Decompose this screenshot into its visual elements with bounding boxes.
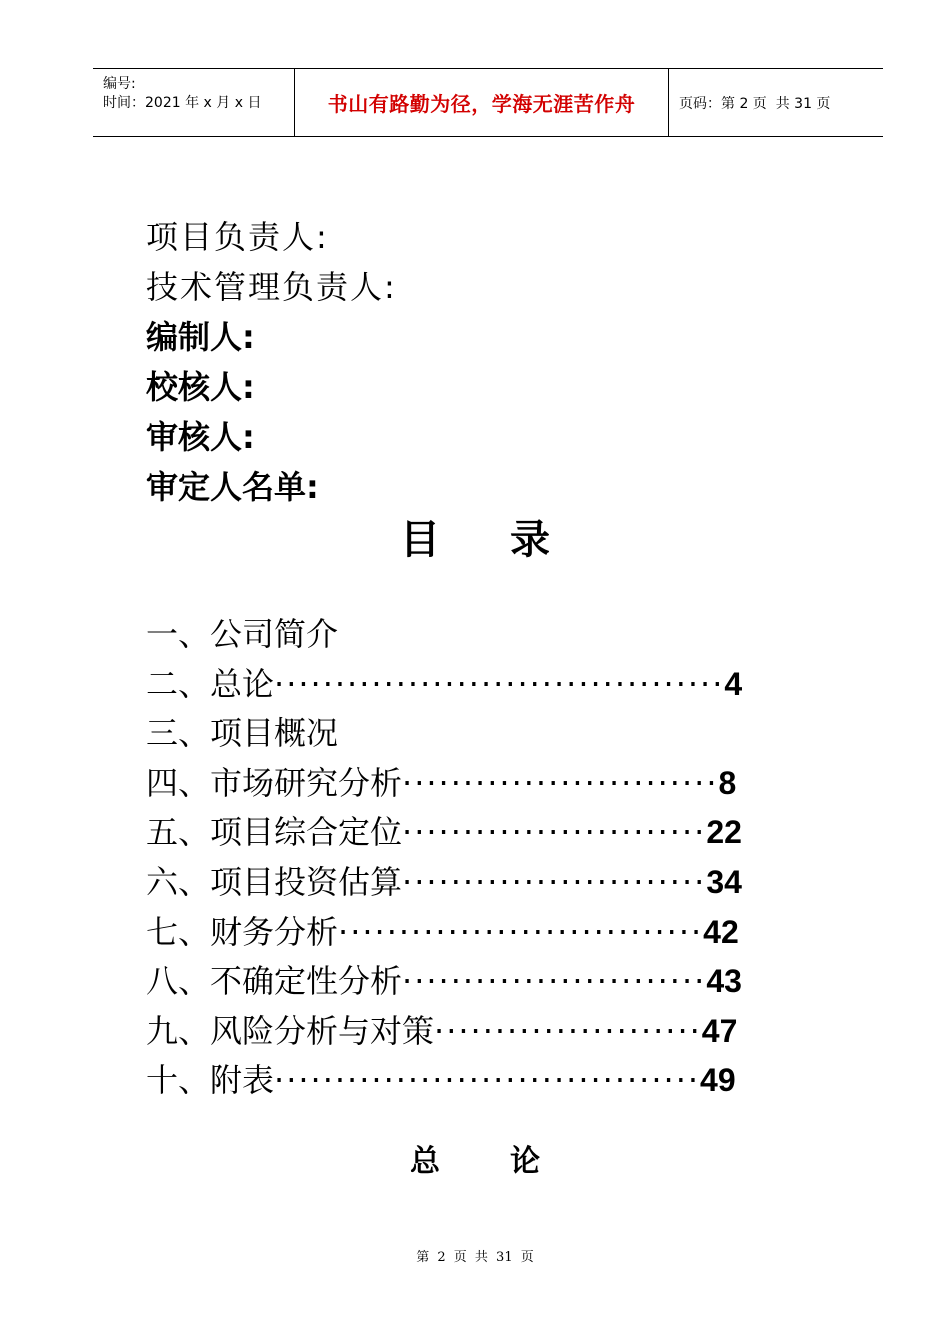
header-page-cell [669,69,883,136]
responsible-people-list [146,212,397,512]
toc-entry-label: 二、总论 [146,664,275,703]
toc-leader-dots: ·························· [402,763,719,802]
toc-entry-page: 8 [718,764,737,801]
toc-entry-label: 五、项目综合定位 [146,813,403,852]
toc-entry-label: 三、项目概况 [146,714,339,753]
page-header [93,68,883,137]
toc-entry-page: 22 [706,814,742,851]
approver-list-label: 审定人名单: [146,468,319,506]
toc-entry [146,1056,766,1106]
toc-entry-page: 43 [706,963,742,1000]
toc-entry-label: 七、财务分析 [146,912,339,951]
toc-entry [146,808,766,858]
toc-leader-dots: ······················ [434,1011,702,1050]
header-slogan-cell [294,69,669,136]
toc-entry-label: 十、附表 [146,1061,275,1100]
toc-entry [146,709,766,759]
toc-entry-label: 八、不确定性分析 [146,962,403,1001]
checker-label: 校核人: [146,368,255,406]
toc-leader-dots: ························· [402,862,707,901]
toc-entry [146,1007,766,1057]
table-of-contents [146,610,766,1106]
toc-entry [146,759,766,809]
toc-entry-page: 49 [700,1062,736,1099]
document-number-label: 编号: [103,76,136,92]
compiler-label: 编制人: [146,318,255,356]
toc-entry-label: 四、市场研究分析 [146,763,403,802]
header-slogan: 书山有路勤为径，学海无涯苦作舟 [327,92,636,116]
toc-entry-label: 六、项目投资估算 [146,862,403,901]
toc-entry [146,610,766,660]
toc-leader-dots: ······························ [338,912,704,951]
toc-leader-dots: ························· [402,962,707,1001]
reviewer-label: 审核人: [146,418,255,456]
toc-entry-page: 4 [724,665,743,702]
toc-entry-label: 一、公司简介 [146,615,339,653]
toc-entry [146,858,766,908]
toc-entry-page: 34 [706,863,742,900]
toc-entry [146,660,766,710]
toc-entry [146,957,766,1007]
toc-entry-page: 42 [703,913,739,950]
header-page-code: 页码：第 2 页 共 31 页 [679,95,831,112]
section-title: 总论 [410,1144,610,1179]
toc-title: 目录 [400,517,620,563]
toc-leader-dots: ························· [402,813,707,852]
toc-leader-dots: ····································· [274,664,725,703]
document-time-label: 时间：2021 年 x 月 x 日 [103,95,262,111]
toc-leader-dots: ··································· [274,1061,701,1100]
tech-manager-label: 技术管理负责人: [146,268,397,306]
page-footer: 第 2 页 共 31 页 [416,1250,534,1265]
header-meta [93,69,294,136]
toc-entry-label: 九、风险分析与对策 [146,1011,435,1050]
toc-entry-page: 47 [701,1012,738,1049]
project-leader-label: 项目负责人: [146,218,329,256]
toc-entry [146,908,766,958]
